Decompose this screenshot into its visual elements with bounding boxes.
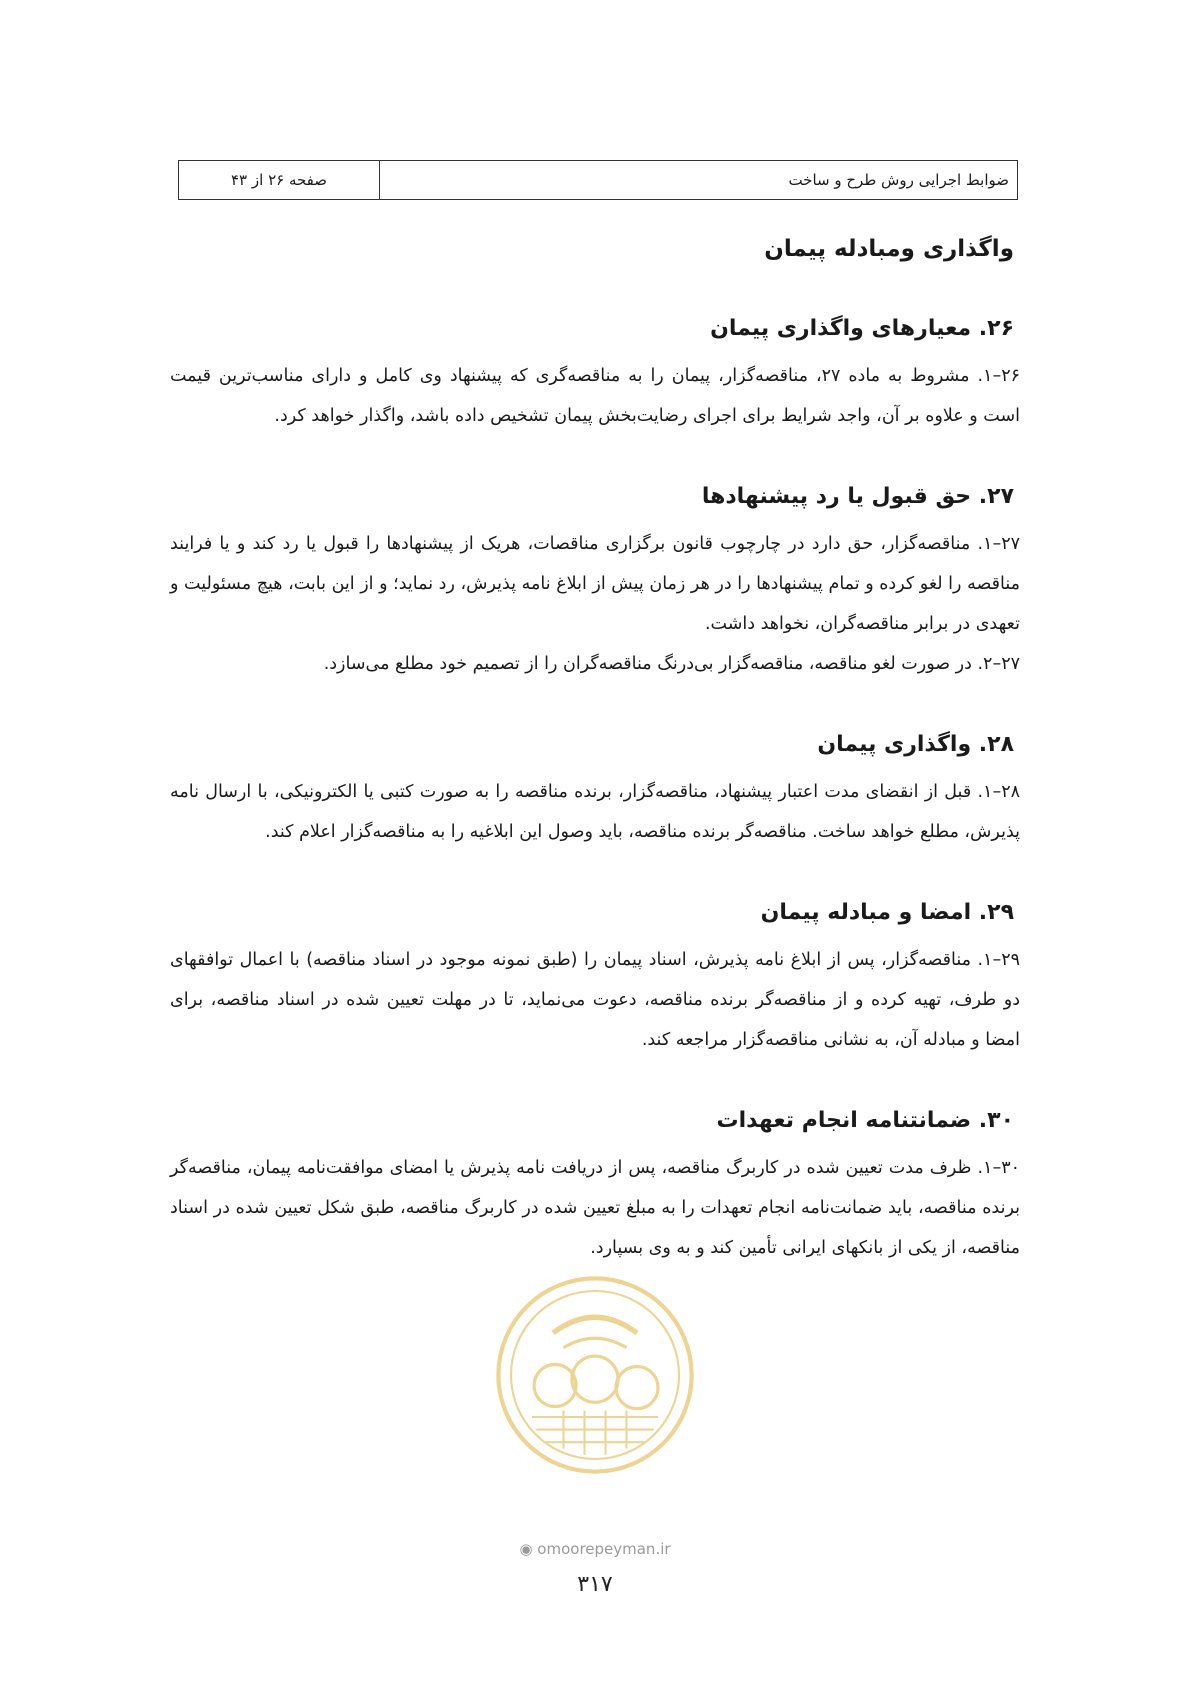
clause-paragraph: ۲۷–۱. مناقصه‌گزار، حق دارد در چارچوب قانون برگزاری مناقصات، هریک از پیشنهادها را قبول یا رد کند و یا فرایند مناقصه را لغو کرده و تمام پیشنهادها را در هر زمان پیش از ابلاغ نامه پذیرش، رد نماید؛ و از این بابت، هیچ مسئولیت و تعهدی در برابر مناقصه‌گران، نخواهد داشت. <box>170 534 1020 634</box>
clause-paragraph: ۳۰–۱. ظرف مدت تعیین شده در کاربرگ مناقصه، پس از دریافت نامه پذیرش یا امضای موافقت‌نامه پیمان، مناقصه‌گر برنده مناقصه، باید ضمانت‌نامه انجام تعهدات را به مبلغ تعیین شده در کاربرگ مناقصه، طبق شکل تعیین شده در اسناد مناقصه، از یکی از بانکهای ایرانی تأمین کند و به وی بسپارد. <box>170 1158 1020 1258</box>
header-document-title: ضوابط اجرایی روش طرح و ساخت <box>379 161 1017 199</box>
watermark-seal-icon <box>490 1270 700 1480</box>
section-26 <box>170 312 1020 436</box>
section-30 <box>170 1104 1020 1268</box>
watermark-url-text: omoorepeyman.ir <box>537 1540 671 1558</box>
section-title: ۲۷. حق قبول یا رد پیشنهادها <box>701 484 1014 509</box>
clause-paragraph: ۲۷–۲. در صورت لغو مناقصه، مناقصه‌گزار بی‌درنگ مناقصه‌گران را از تصمیم خود مطلع می‌سازد. <box>323 654 1020 674</box>
clause-paragraph: ۲۶–۱. مشروط به ماده ۲۷، مناقصه‌گزار، پیمان را به مناقصه‌گری که پیشنهاد وی کامل و دارای مناسب‌ترین قیمت است و علاوه بر آن، واجد شرایط برای اجرای رضایت‌بخش پیمان تشخیص داده باشد، واگذار خواهد کرد. <box>170 366 1020 426</box>
section-title: ۲۶. معیارهای واگذاری پیمان <box>710 316 1014 341</box>
page-header-table <box>178 160 1018 200</box>
clause-paragraph: ۲۹–۱. مناقصه‌گزار، پس از ابلاغ نامه پذیرش، اسناد پیمان را (طبق نمونه موجود در اسناد مناقصه) با اعمال توافقهای دو طرف، تهیه کرده و از مناقصه‌گر برنده مناقصه، دعوت می‌نماید، تا در مهلت تعیین شده در اسناد مناقصه، برای امضا و مبادله آن، به نشانی مناقصه‌گزار مراجعه کند. <box>170 950 1020 1050</box>
section-title: ۲۸. واگذاری پیمان <box>817 732 1014 757</box>
section-27 <box>170 480 1020 684</box>
section-29 <box>170 896 1020 1060</box>
chapter-title: واگذاری ومبادله پیمان <box>764 236 1014 262</box>
page-number: ۳۱۷ <box>577 1572 613 1597</box>
section-title: ۲۹. امضا و مبادله پیمان <box>760 900 1014 925</box>
header-page-reference: صفحه ۲۶ از ۴۳ <box>230 171 328 189</box>
document-body <box>170 230 1020 1268</box>
section-28 <box>170 728 1020 852</box>
clause-paragraph: ۲۸–۱. قبل از انقضای مدت اعتبار پیشنهاد، مناقصه‌گزار، برنده مناقصه را به صورت کتبی یا الکترونیکی، با ارسال نامه پذیرش، مطلع خواهد ساخت. مناقصه‌گر برنده مناقصه، باید وصول این ابلاغیه را به مناقصه‌گزار اعلام کند. <box>170 782 1020 842</box>
section-title: ۳۰. ضمانتنامه انجام تعهدات <box>716 1108 1014 1133</box>
watermark-url: ◉ omoorepeyman.ir <box>519 1540 671 1558</box>
